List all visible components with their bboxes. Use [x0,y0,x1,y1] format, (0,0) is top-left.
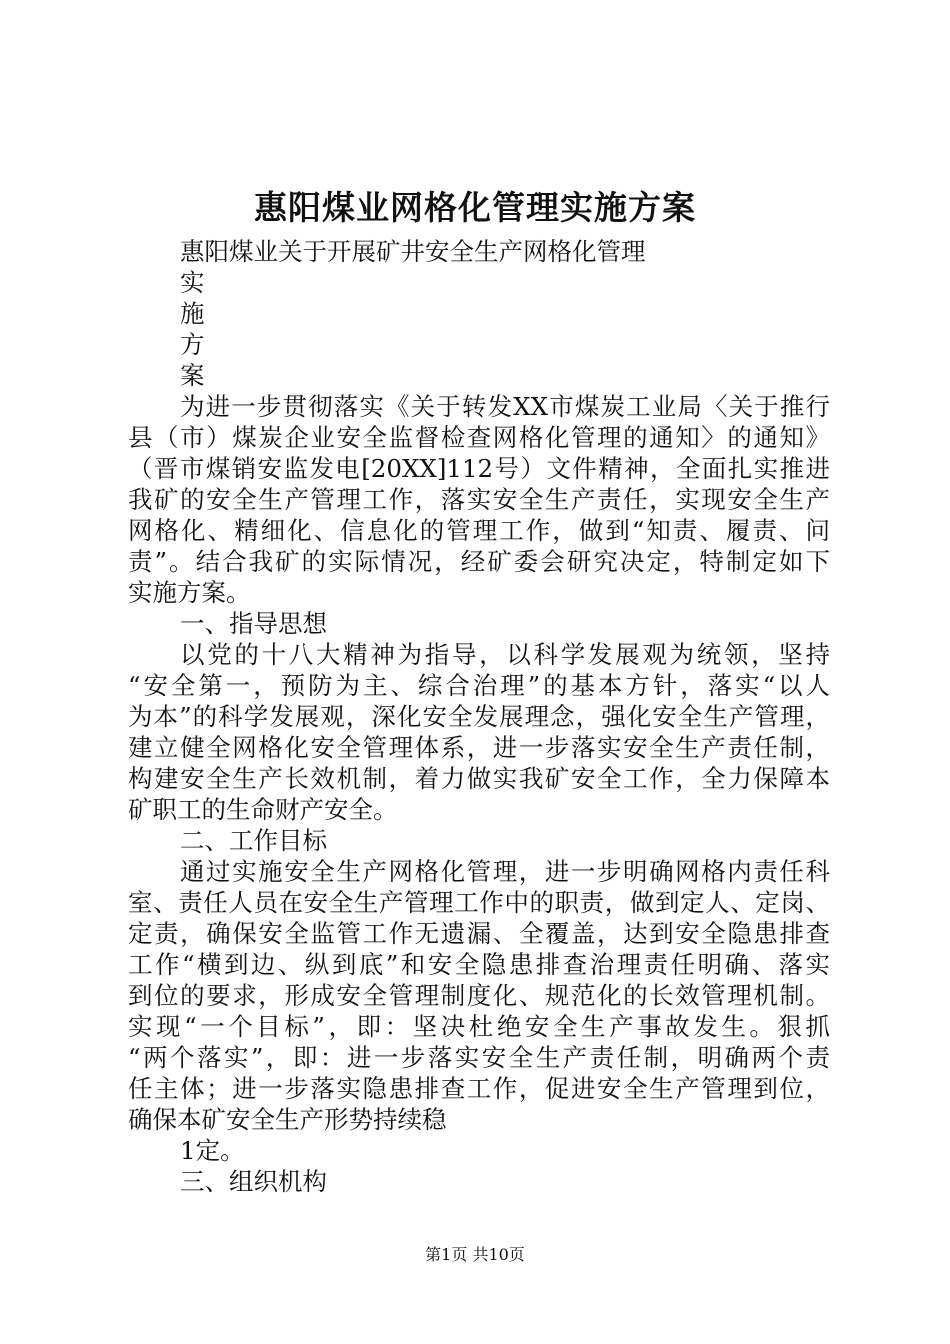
section-heading: 二、工作目标 [180,826,327,855]
section-heading: 一、指导思想 [180,609,327,638]
intro-line: 网格化、精细化、信息化的管理工作，做到“知责、履责、问 [128,516,830,545]
intro-line: 为进一步贯彻落实《关于转发XX市煤炭工业局〈关于推行 [180,392,830,421]
intro-line: 实施方案。 [128,578,251,607]
section2-line: 室、责任人员在安全生产管理工作中的职责，做到定人、定岗、 [128,888,830,917]
document-title: 惠阳煤业网格化管理实施方案 [254,188,696,227]
intro-line: 县（市）煤炭企业安全监督检查网格化管理的通知〉的通知》 [128,423,830,452]
section1-line: 建立健全网格化安全管理体系，进一步落实安全生产责任制， [128,733,830,762]
section2-line: 到位的要求，形成安全管理制度化、规范化的长效管理机制。 [128,981,830,1010]
section1-line: 矿职工的生命财产安全。 [128,795,398,824]
section2-line: 实现“一个目标”，即：坚决杜绝安全生产事故发生。狠抓 [128,1012,830,1041]
subtitle-vertical-char: 施 [180,299,205,328]
section2-line: 确保本矿安全生产形势持续稳 [128,1105,447,1134]
subtitle-vertical-char: 方 [180,330,205,359]
section1-line: 以党的十八大精神为指导，以科学发展观为统领，坚持 [180,640,830,669]
section1-line: 构建安全生产长效机制，着力做实我矿安全工作，全力保障本 [128,764,830,793]
section-heading: 三、组织机构 [180,1167,327,1196]
intro-line: 责”。结合我矿的实际情况，经矿委会研究决定，特制定如下 [128,547,830,576]
subtitle-vertical-char: 案 [180,361,205,390]
intro-line: （晋市煤销安监发电[20XX]112号）文件精神，全面扎实推进 [128,454,830,483]
intro-line: 我矿的安全生产管理工作，落实安全生产责任，实现安全生产 [128,485,830,514]
section2-line: 任主体；进一步落实隐患排查工作，促进安全生产管理到位， [128,1074,830,1103]
section2-line: 通过实施安全生产网格化管理，进一步明确网格内责任科 [180,857,830,886]
section2-line: 定责，确保安全监管工作无遗漏、全覆盖，达到安全隐患排查 [128,919,830,948]
section2-line: “两个落实”，即：进一步落实安全生产责任制，明确两个责 [128,1043,830,1072]
document-body [128,236,830,1197]
page-footer: 第1页 共10页 [425,1245,525,1264]
subtitle-line: 惠阳煤业关于开展矿井安全生产网格化管理 [180,237,646,266]
section2-line: 工作“横到边、纵到底”和安全隐患排查治理责任明确、落实 [128,950,830,979]
section1-line: “安全第一，预防为主、综合治理”的基本方针，落实“以人 [128,671,830,700]
section2-tail: 1定。 [180,1136,245,1165]
subtitle-vertical-char: 实 [180,268,205,297]
section1-line: 为本”的科学发展观，深化安全发展理念，强化安全生产管理， [128,702,830,731]
